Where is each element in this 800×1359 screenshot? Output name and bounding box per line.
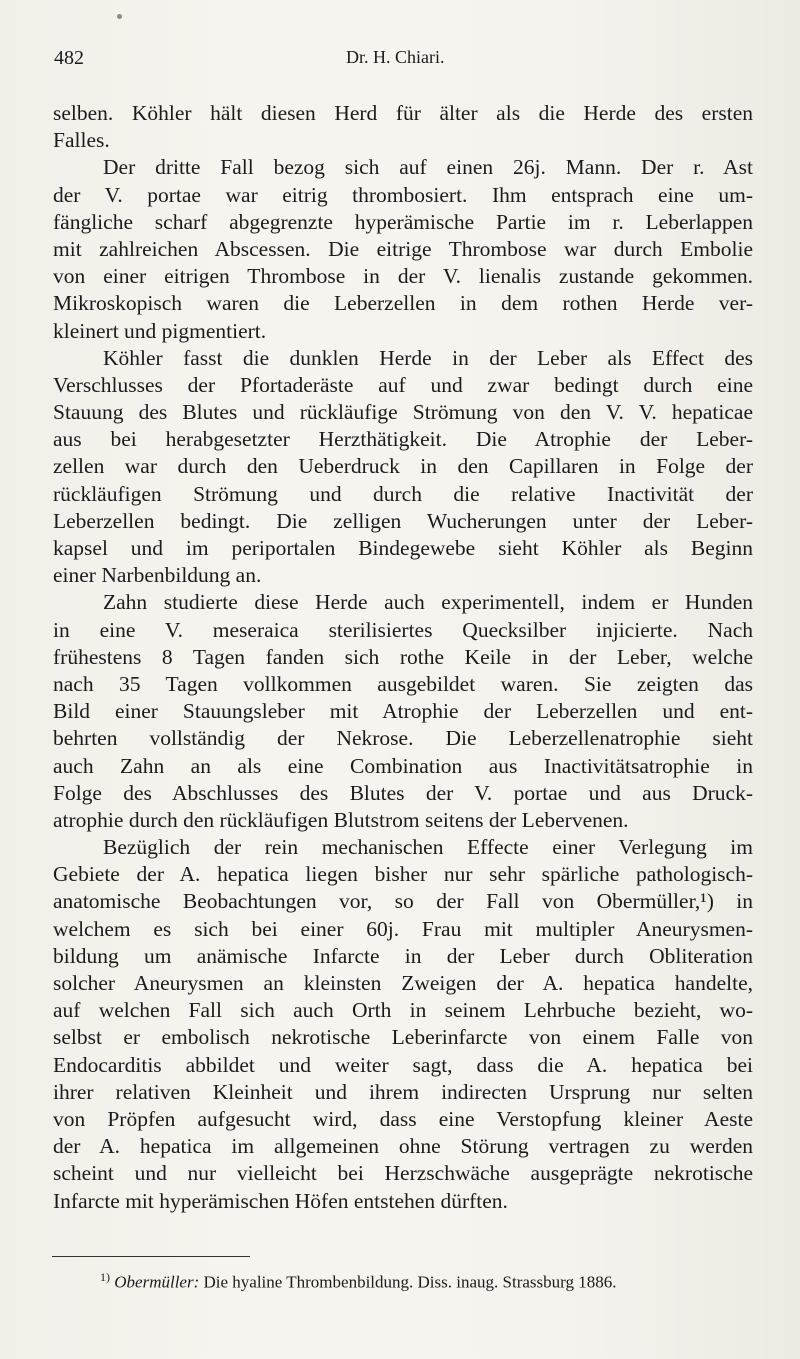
- text-line: von Pröpfen aufgesucht wird, dass eine Verstopfung kleiner Aeste: [53, 1106, 753, 1131]
- page-header: [54, 47, 754, 77]
- text-line: scheint und nur vielleicht bei Herzschwäche ausgeprägte nekrotische: [53, 1161, 753, 1186]
- footnote-marker: 1): [100, 1270, 110, 1284]
- text-line: aus bei herabgesetzter Herzthätigkeit. Die Atrophie der Leber-: [53, 427, 753, 452]
- text-line: zellen war durch den Ueberdruck in den Capillaren in Folge der: [53, 454, 753, 479]
- text-line: Der dritte Fall bezog sich auf einen 26j. Mann. Der r. Ast: [103, 155, 753, 180]
- page-number: 482: [54, 47, 84, 69]
- text-line: behrten vollständig der Nekrose. Die Leberzellenatrophie sieht: [53, 726, 753, 751]
- text-line: auf welchen Fall sich auch Orth in seinem Lehrbuche bezieht, wo-: [53, 998, 753, 1023]
- text-line: nach 35 Tagen vollkommen ausgebildet waren. Sie zeigten das: [53, 671, 753, 696]
- text-line: kleinert und pigmentiert.: [53, 318, 267, 343]
- text-line: Köhler fasst die dunklen Herde in der Leber als Effect des: [103, 345, 753, 370]
- text-line: Folge des Abschlusses des Blutes der V. portae und aus Druck-: [53, 780, 753, 805]
- text-line: Falles.: [53, 128, 110, 153]
- text-line: rückläufigen Strömung und durch die relative Inactivität der: [53, 481, 753, 506]
- text-line: auch Zahn an als eine Combination aus Inactivitätsatrophie in: [53, 753, 753, 778]
- text-line: mit zahlreichen Abscessen. Die eitrige Thrombose war durch Embolie: [53, 236, 753, 261]
- text-line: Stauung des Blutes und rückläufige Strömung von den V. V. hepaticae: [53, 400, 753, 425]
- text-line: der A. hepatica im allgemeinen ohne Störung vertragen zu werden: [53, 1134, 753, 1159]
- text-line: bildung um anämische Infarcte in der Leber durch Obliteration: [53, 943, 753, 968]
- text-line: frühestens 8 Tagen fanden sich rothe Keile in der Leber, welche: [53, 644, 753, 669]
- text-line: Gebiete der A. hepatica liegen bisher nur sehr spärliche pathologisch-: [53, 862, 753, 887]
- text-line: kapsel und im periportalen Bindegewebe sieht Köhler als Beginn: [53, 536, 753, 560]
- text-line: Zahn studierte diese Herde auch experimentell, indem er Hunden: [103, 590, 753, 615]
- running-head: Dr. H. Chiari.: [346, 47, 445, 67]
- text-line: Bezüglich der rein mechanischen Effecte einer Verlegung im: [103, 835, 753, 860]
- text-line: selbst er embolisch nekrotische Leberinfarcte von einem Falle von: [53, 1025, 753, 1050]
- text-line: Leberzellen bedingt. Die zelligen Wucherungen unter der Leber-: [53, 508, 753, 533]
- text-line: der V. portae war eitrig thrombosiert. Ihm entsprach eine um-: [53, 182, 753, 207]
- text-line: Mikroskopisch waren die Leberzellen in dem rothen Herde ver-: [53, 291, 753, 316]
- ink-spot: [117, 14, 122, 19]
- text-line: fängliche scharf abgegrenzte hyperämische Partie im r. Leberlappen: [53, 209, 753, 234]
- text-line: solcher Aneurysmen an kleinsten Zweigen der A. hepatica handelte,: [53, 971, 753, 995]
- text-line: welchem es sich bei einer 60j. Frau mit multipler Aneurysmen-: [53, 916, 753, 941]
- text-line: ihrer relativen Kleinheit und ihrem indirecten Ursprung nur selten: [53, 1079, 753, 1104]
- text-line: Endocarditis abbildet und weiter sagt, dass die A. hepatica bei: [53, 1052, 753, 1077]
- text-line: Verschlusses der Pfortaderäste auf und zwar bedingt durch eine: [53, 372, 753, 397]
- text-line: Bild einer Stauungsleber mit Atrophie der Leberzellen und ent-: [53, 699, 753, 724]
- body-text: [53, 100, 753, 1215]
- text-line: atrophie durch den rückläufigen Blutstrom seitens der Lebervenen.: [53, 807, 629, 832]
- text-line: von einer eitrigen Thrombose in der V. lienalis zustande gekommen.: [53, 264, 753, 289]
- footnote-rule: [52, 1256, 250, 1257]
- footnote-text: Die hyaline Thrombenbildung. Diss. inaug. Strassburg 1886.: [203, 1272, 617, 1292]
- footnote-author: Obermüller:: [114, 1272, 200, 1292]
- text-line: anatomische Beobachtungen vor, so der Fall von Obermüller,¹) in: [53, 889, 753, 914]
- footnote: [100, 1265, 760, 1295]
- text-line: selben. Köhler hält diesen Herd für älter als die Herde des ersten: [53, 101, 753, 125]
- text-line: in eine V. meseraica sterilisiertes Quecksilber injicierte. Nach: [53, 617, 753, 642]
- text-line: Infarcte mit hyperämischen Höfen entstehen dürften.: [53, 1188, 508, 1213]
- text-line: einer Narbenbildung an.: [53, 563, 262, 588]
